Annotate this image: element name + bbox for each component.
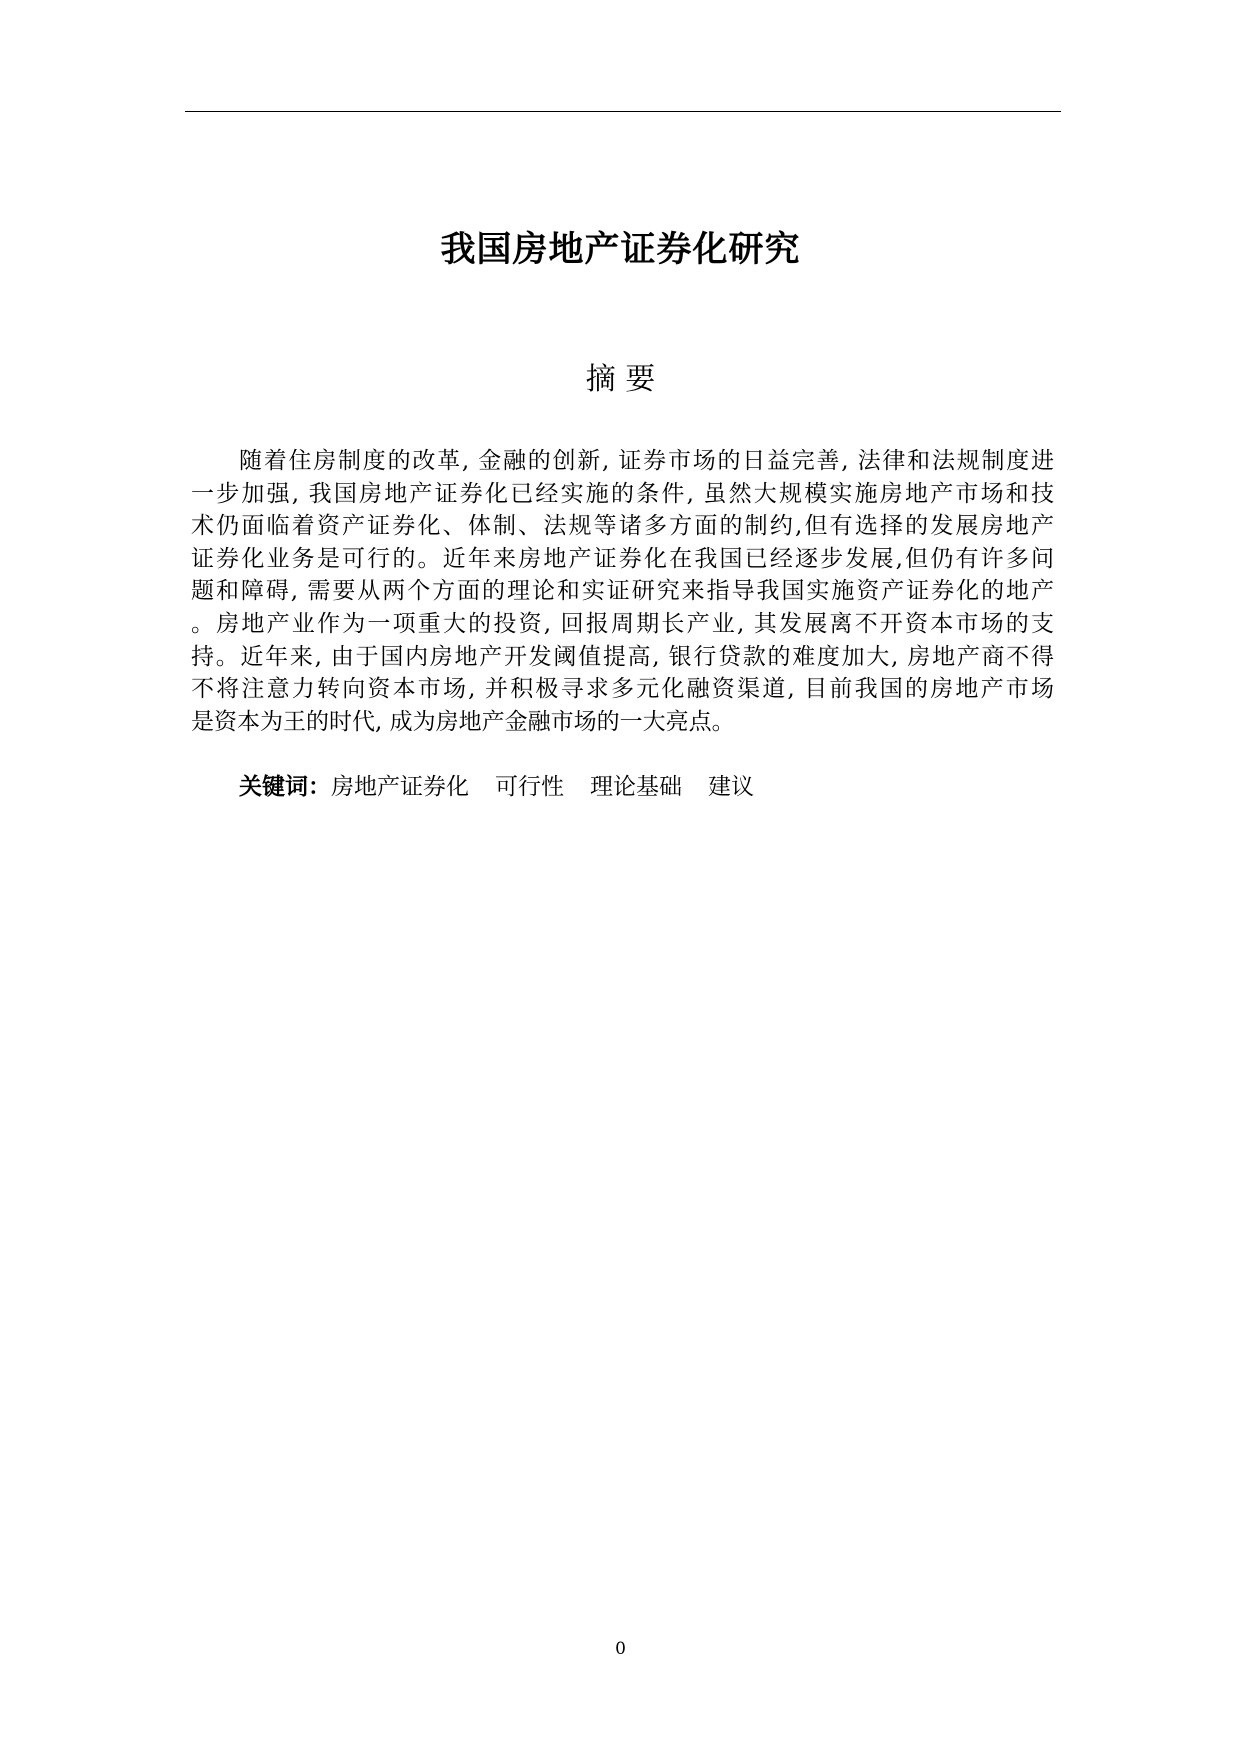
- abstract-line: 术仍面临着资产证券化、体制、法规等诸多方面的制约,但有选择的发展房地产: [191, 513, 1054, 540]
- abstract-line: 随着住房制度的改革, 金融的创新, 证券市场的日益完善, 法律和法规制度进: [239, 448, 1054, 474]
- abstract-line: 是资本为王的时代, 成为房地产金融市场的一大亮点。: [191, 708, 735, 735]
- keyword-item: 可行性: [495, 774, 564, 800]
- keyword-item: 房地产证券化: [331, 774, 469, 800]
- abstract-line: 证券化业务是可行的。近年来房地产证券化在我国已经逐步发展,但仍有许多问: [191, 545, 1054, 572]
- abstract-line: 持。近年来, 由于国内房地产开发阈值提高, 银行贷款的难度加大, 房地产商不得: [191, 643, 1054, 670]
- abstract-line: 不将注意力转向资本市场, 并积极寻求多元化融资渠道, 目前我国的房地产市场: [191, 676, 1054, 703]
- keywords-row: [239, 771, 1054, 803]
- abstract-line: 。房地产业作为一项重大的投资, 回报周期长产业, 其发展离不开资本市场的支: [191, 610, 1054, 637]
- abstract-line: 一步加强, 我国房地产证券化已经实施的条件, 虽然大规模实施房地产市场和技: [191, 480, 1054, 507]
- header-rule: [185, 111, 1061, 112]
- abstract-paragraph: [191, 445, 1054, 738]
- abstract-line: 题和障碍, 需要从两个方面的理论和实证研究来指导我国实施资产证券化的地产: [191, 578, 1054, 605]
- document-title: 我国房地产证券化研究: [440, 230, 801, 270]
- page-number: 0: [615, 1639, 626, 1659]
- keywords-label: 关键词：: [239, 774, 331, 800]
- abstract-heading: 摘 要: [585, 362, 656, 397]
- keyword-item: 建议: [708, 774, 754, 800]
- keyword-item: 理论基础: [590, 774, 682, 800]
